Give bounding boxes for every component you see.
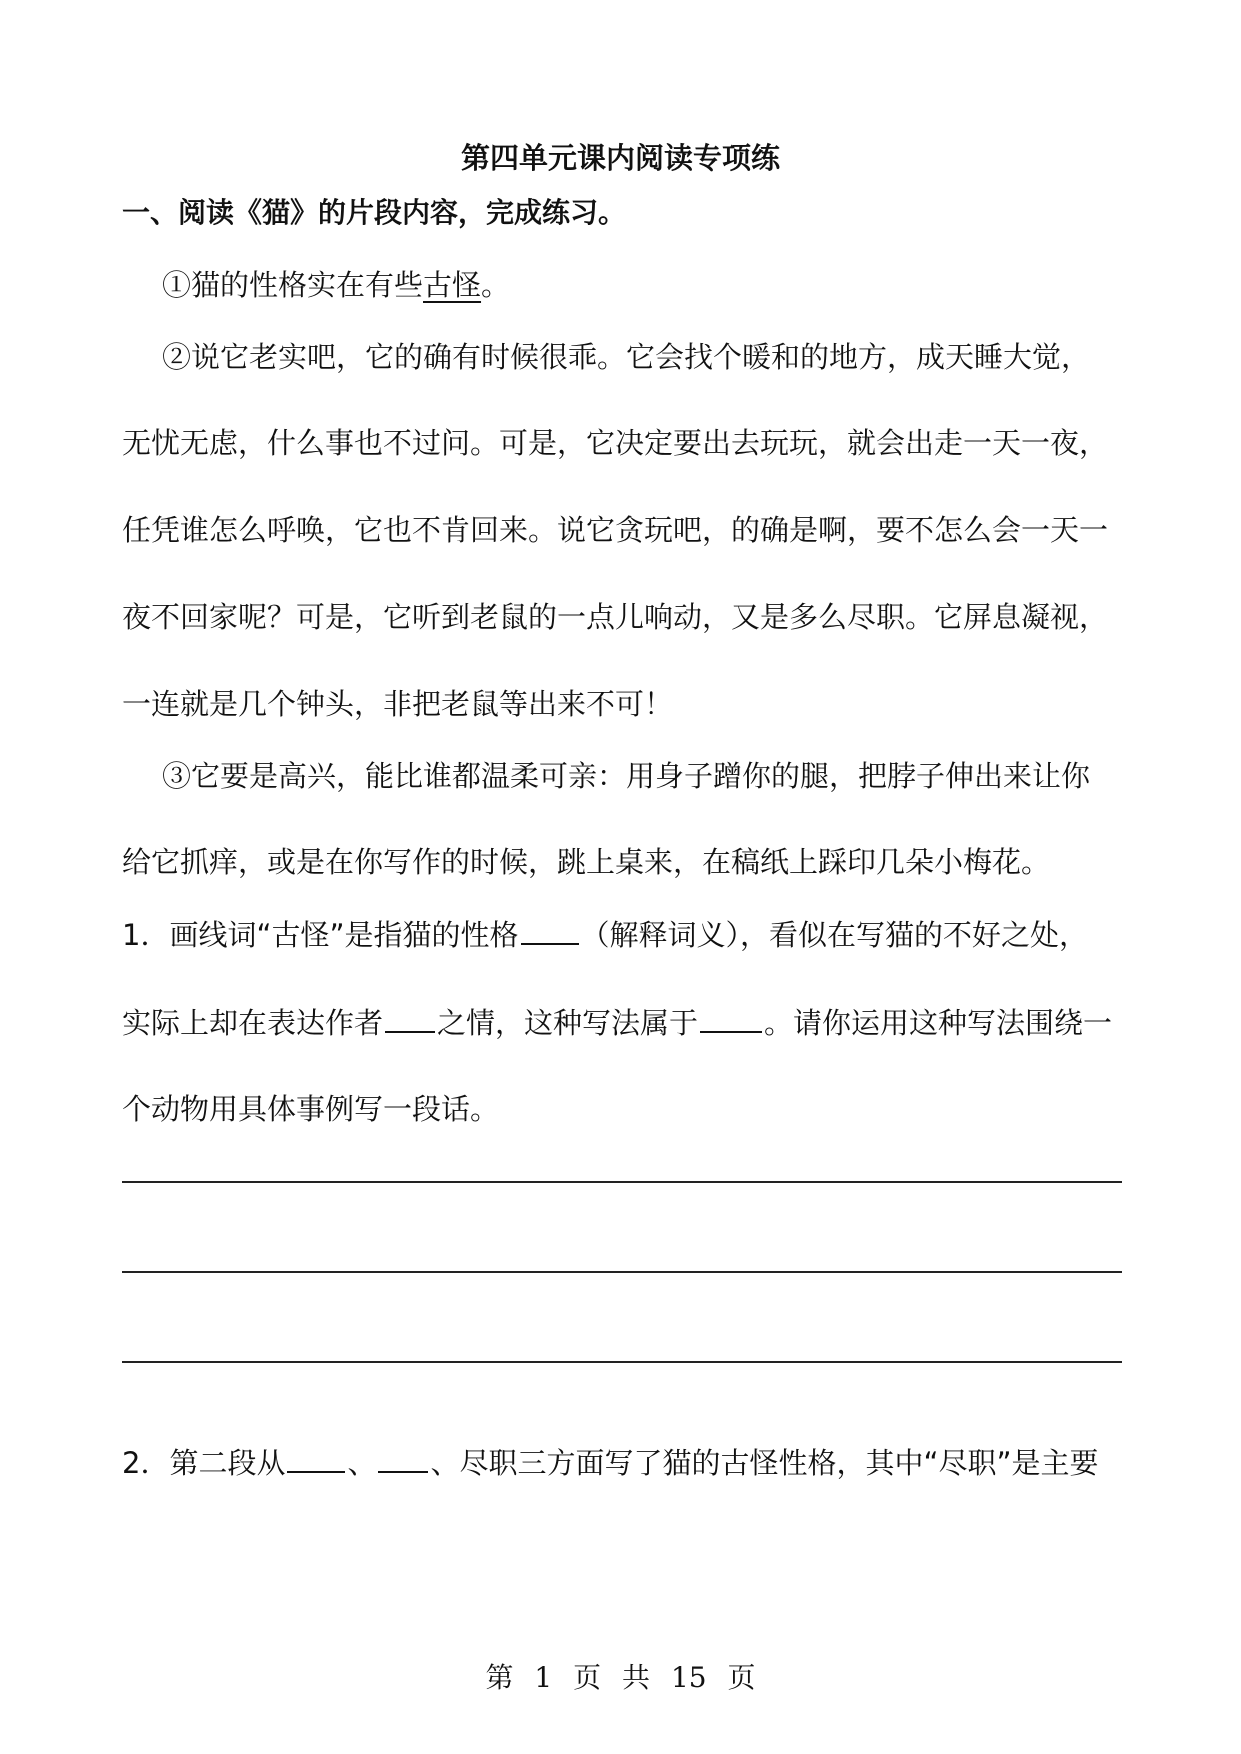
question-text: 1．画线词“古怪”是指猫的性格 xyxy=(122,918,519,952)
underlined-word: 古怪 xyxy=(423,268,482,302)
passage-line: 无忧无虑，什么事也不过问。可是，它决定要出去玩玩，就会出走一天一夜， xyxy=(122,426,1109,460)
passage-line: ③它要是高兴，能比谁都温柔可亲：用身子蹭你的腿，把脖子伸出来让你 xyxy=(162,759,1091,793)
passage-line: 给它抓痒，或是在你写作的时候，跳上桌来，在稿纸上踩印几朵小梅花。 xyxy=(122,845,1051,879)
passage-text: ①猫的性格实在有些 xyxy=(162,268,424,302)
footer-label: 页 xyxy=(727,1661,756,1694)
fill-blank[interactable] xyxy=(700,1005,762,1033)
passage-line: 任凭谁怎么呼唤，它也不肯回来。说它贪玩吧，的确是啊，要不怎么会一天一 xyxy=(122,513,1109,547)
question-1-line-1 xyxy=(122,915,1122,955)
section-heading: 一、阅读《猫》的片段内容，完成练习。 xyxy=(122,196,627,229)
footer-label: 页 xyxy=(573,1661,602,1694)
footer-label: 共 xyxy=(622,1661,651,1694)
fill-blank[interactable] xyxy=(287,1445,345,1473)
question-1-line-2 xyxy=(122,1003,1122,1043)
passage-line: 一连就是几个钟头，非把老鼠等出来不可！ xyxy=(122,687,674,721)
question-text: 、 xyxy=(347,1446,377,1480)
answer-line[interactable] xyxy=(122,1181,1122,1183)
passage-paragraph-1 xyxy=(162,265,1162,305)
question-text: （解释词义），看似在写猫的不好之处， xyxy=(580,918,1089,952)
passage-text: 。 xyxy=(481,268,511,302)
footer-label: 第 xyxy=(485,1661,514,1694)
answer-line[interactable] xyxy=(122,1271,1122,1273)
fill-blank[interactable] xyxy=(385,1005,435,1033)
fill-blank[interactable] xyxy=(378,1445,428,1473)
question-1-line-3: 个动物用具体事例写一段话。 xyxy=(122,1092,500,1126)
fill-blank[interactable] xyxy=(521,917,579,945)
page-number: 1 xyxy=(534,1661,553,1694)
question-text: 2．第二段从 xyxy=(122,1446,286,1480)
total-pages: 15 xyxy=(670,1661,707,1694)
question-2-line-1 xyxy=(122,1443,1122,1483)
page-footer xyxy=(0,1658,1241,1698)
passage-line: 夜不回家呢？可是，它听到老鼠的一点儿响动，又是多么尽职。它屏息凝视， xyxy=(122,600,1109,634)
answer-line[interactable] xyxy=(122,1361,1122,1363)
question-text: 之情，这种写法属于 xyxy=(437,1006,699,1040)
question-text: 实际上却在表达作者 xyxy=(122,1006,384,1040)
question-text: 、尽职三方面写了猫的古怪性格，其中“尽职”是主要 xyxy=(430,1446,1099,1480)
page-title: 第四单元课内阅读专项练 xyxy=(460,141,780,175)
passage-line: ②说它老实吧，它的确有时候很乖。它会找个暖和的地方，成天睡大觉， xyxy=(162,340,1091,374)
question-text: 。请你运用这种写法围绕一 xyxy=(764,1006,1113,1040)
